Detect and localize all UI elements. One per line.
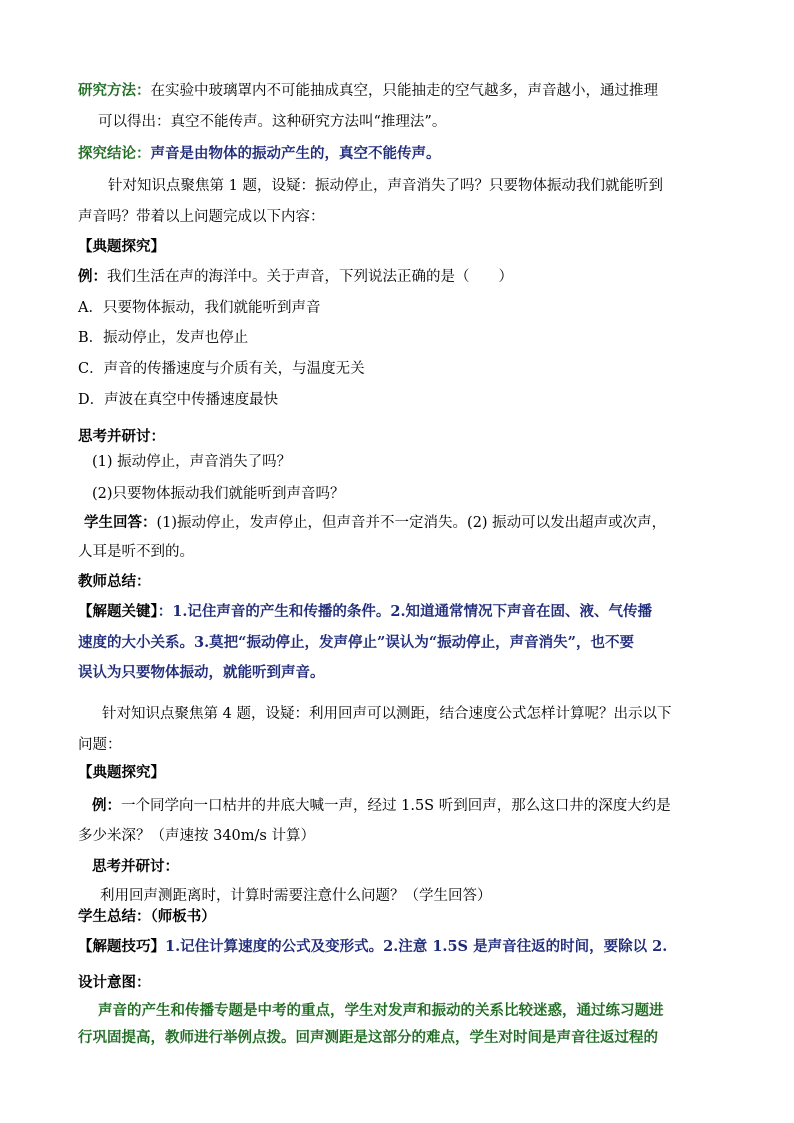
- conclusion-label: 探究结论：: [78, 145, 151, 162]
- key-point-text: ：1.记住声音的产生和传播的条件。2.知道通常情况下声音在固、液、气传播: [157, 603, 653, 620]
- teacher-summary-heading: 教师总结：: [78, 573, 151, 590]
- discussion-2-text: 利用回声测距离时，计算时需要注意什么问题？（学生回答）: [100, 888, 492, 904]
- example-2-label: 例：: [92, 797, 121, 814]
- discussion-heading-2: 思考并研讨：: [92, 858, 179, 875]
- paragraph-question-4-cont: 问题：: [78, 737, 122, 753]
- option-c: C．声音的传播速度与介质有关，与温度无关: [78, 361, 365, 377]
- discussion-item-2: (2)只要物体振动我们就能听到声音吗？: [92, 486, 345, 502]
- design-intent-text-1: 声音的产生和传播专题是中考的重点，学生对发声和振动的关系比较迷惑，通过练习题进: [98, 1002, 664, 1019]
- example-2-text: 一个同学向一口枯井的井底大喊一声，经过 1.5S 听到回声，那么这口井的深度大约是: [121, 798, 671, 814]
- key-point-label: 【解题关键】: [78, 603, 158, 620]
- discussion-item-1: (1) 振动停止，声音消失了吗？: [92, 454, 292, 470]
- student-answer-line: [84, 513, 666, 533]
- technique-text: 1.记住计算速度的公式及变形式。2.注意 1.5S 是声音往返的时间，要除以 2.: [165, 938, 668, 955]
- example-1-label: 例：: [78, 268, 107, 285]
- paragraph-question-1: 针对知识点聚焦第 1 题，设疑：振动停止，声音消失了吗？只要物体振动我们就能听到: [108, 178, 663, 194]
- example-2-cont: 多少米深？（声速按 340m/s 计算）: [78, 828, 315, 844]
- paragraph-question-1-cont: 声音吗？带着以上问题完成以下内容：: [78, 209, 325, 225]
- key-point-line: [78, 602, 652, 622]
- technique-label: 【解题技巧】: [78, 938, 165, 955]
- research-method-label: 研究方法：: [78, 82, 151, 99]
- option-b: B．振动停止，发声也停止: [78, 330, 249, 346]
- example-2-question: [92, 796, 671, 816]
- paragraph-question-4: 针对知识点聚焦第 4 题，设疑：利用回声可以测距，结合速度公式怎样计算呢？出示以下: [102, 706, 672, 722]
- example-1-text: 我们生活在声的海洋中。关于声音，下列说法正确的是（ ）: [107, 269, 513, 285]
- technique-line: [78, 937, 667, 957]
- student-summary-heading: 学生总结：（师板书）: [78, 908, 216, 925]
- section-heading-example-2: 【典题探究】: [78, 764, 165, 781]
- student-answer-cont: 人耳是听不到的。: [78, 544, 194, 560]
- conclusion-text: 声音是由物体的振动产生的，真空不能传声。: [150, 145, 441, 162]
- option-d: D．声波在真空中传播速度最快: [78, 392, 279, 408]
- key-point-cont-2: 误认为只要物体振动，就能听到声音。: [78, 664, 325, 681]
- section-heading-example-1: 【典题探究】: [78, 238, 165, 255]
- research-method-text: 在实验中玻璃罩内不可能抽成真空，只能抽走的空气越多，声音越小，通过推理: [150, 83, 658, 99]
- design-intent-text-2: 行巩固提高，教师进行举例点拨。回声测距是这部分的难点，学生对时间是声音往返过程的: [78, 1029, 658, 1046]
- discussion-heading-1: 思考并研讨：: [78, 428, 165, 445]
- example-1-question: [78, 267, 513, 287]
- option-a: A．只要物体振动，我们就能听到声音: [78, 300, 321, 316]
- conclusion-line: [78, 144, 441, 164]
- student-answer-label: 学生回答：: [84, 514, 157, 531]
- research-method-line: [78, 81, 658, 101]
- research-method-continuation: 可以得出：真空不能传声。这种研究方法叫“推理法”。: [98, 114, 447, 130]
- key-point-cont-1: 速度的大小关系。3.莫把“振动停止，发声停止”误认为“振动停止，声音消失”，也不要: [78, 634, 634, 651]
- design-intent-heading: 设计意图：: [78, 974, 151, 991]
- student-answer-text: (1)振动停止，发声停止，但声音并不一定消失。(2) 振动可以发出超声或次声，: [156, 515, 667, 531]
